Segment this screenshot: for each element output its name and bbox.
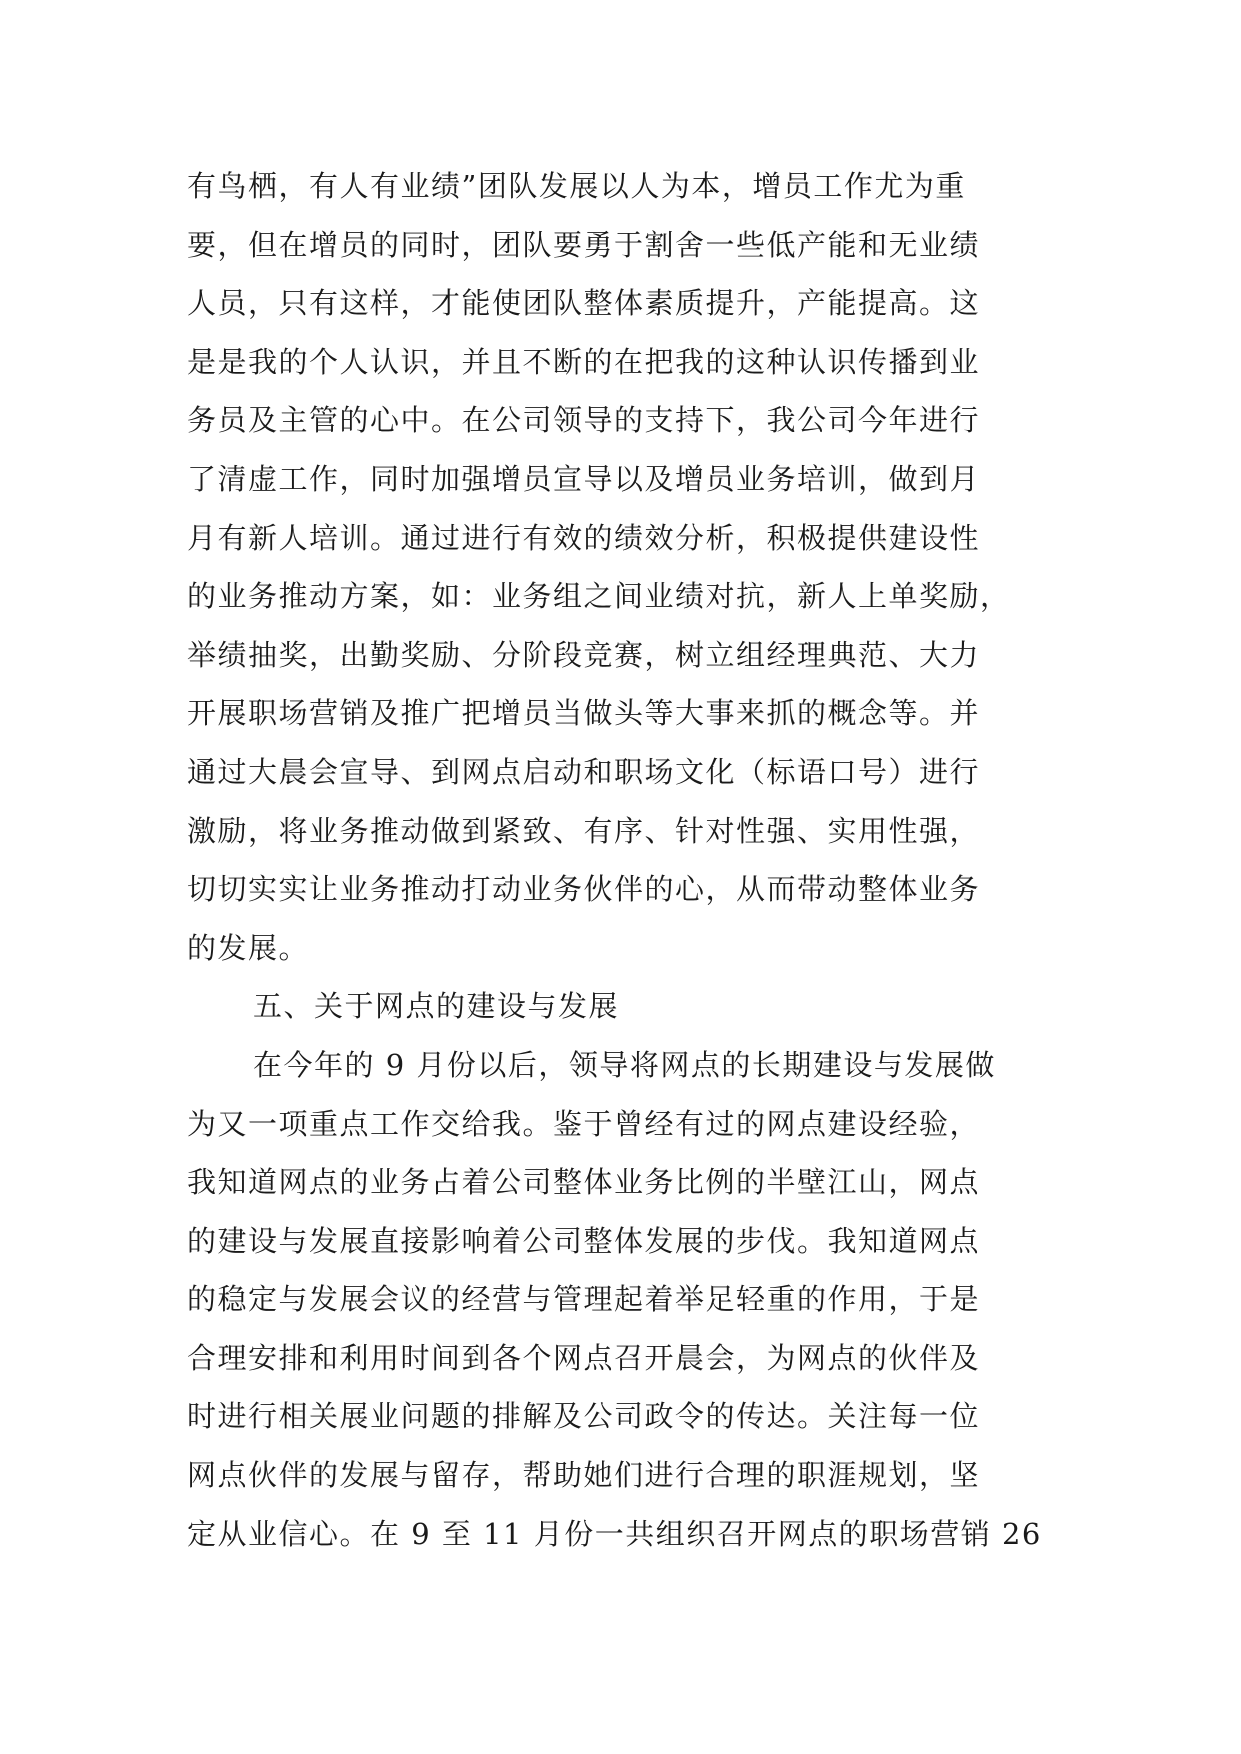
text-line: 是是我的个人认识，并且不断的在把我的这种认识传播到业 [187, 344, 981, 379]
text-line: 我知道网点的业务占着公司整体业务比例的半壁江山，网点 [187, 1165, 981, 1200]
text-line: 的建设与发展直接影响着公司整体发展的步伐。我知道网点 [187, 1223, 981, 1258]
text-line: 定从业信心。在 9 至 11 月份一共组织召开网点的职场营销 26 [187, 1516, 1042, 1551]
text-line: 网点伙伴的发展与留存，帮助她们进行合理的职涯规划，坚 [187, 1458, 981, 1493]
paragraph-start-line: 在今年的 9 月份以后，领导将网点的长期建设与发展做 [253, 1047, 996, 1082]
text-line: 了清虚工作，同时加强增员宣导以及增员业务培训，做到月 [187, 461, 981, 496]
text-line: 切切实实让业务推动打动业务伙伴的心，从而带动整体业务 [187, 872, 981, 907]
text-line: 月有新人培训。通过进行有效的绩效分析，积极提供建设性 [187, 520, 981, 555]
text-line: 为又一项重点工作交给我。鉴于曾经有过的网点建设经验， [187, 1106, 981, 1141]
section-heading: 五、关于网点的建设与发展 [253, 989, 620, 1024]
text-line: 务员及主管的心中。在公司领导的支持下，我公司今年进行 [187, 403, 981, 438]
text-line: 开展职场营销及推广把增员当做头等大事来抓的概念等。并 [187, 696, 981, 731]
text-line: 有鸟栖，有人有业绩”团队发展以人为本，增员工作尤为重 [187, 169, 966, 203]
text-line: 时进行相关展业问题的排解及公司政令的传达。关注每一位 [187, 1399, 981, 1434]
text-line: 的发展。 [187, 930, 310, 965]
text-line: 的稳定与发展会议的经营与管理起着举足轻重的作用，于是 [187, 1282, 981, 1317]
text-line: 人员，只有这样，才能使团队整体素质提升，产能提高。这 [187, 286, 981, 321]
body-text [187, 157, 1067, 1563]
text-line: 的业务推动方案，如：业务组之间业绩对抗，新人上单奖励， [187, 579, 1011, 614]
text-line: 合理安排和利用时间到各个网点召开晨会，为网点的伙伴及 [187, 1340, 981, 1375]
text-line: 举绩抽奖，出勤奖励、分阶段竞赛，树立组经理典范、大力 [187, 637, 981, 672]
text-line: 通过大晨会宣导、到网点启动和职场文化（标语口号）进行 [187, 754, 981, 789]
text-line: 激励，将业务推动做到紧致、有序、针对性强、实用性强， [187, 813, 981, 848]
text-line: 要，但在增员的同时，团队要勇于割舍一些低产能和无业绩 [187, 227, 981, 262]
